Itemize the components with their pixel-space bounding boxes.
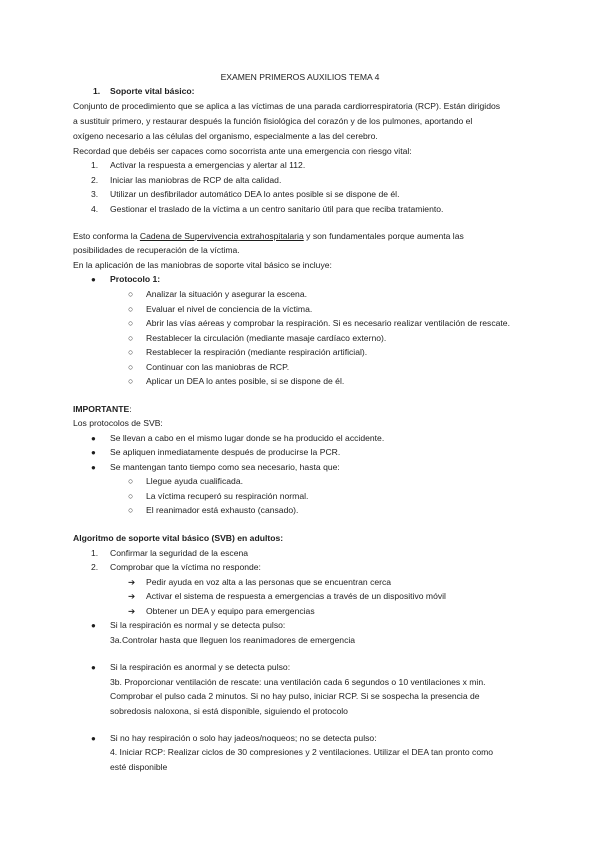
step-text: Utilizar un desfibrilador automático DEA lo antes posible si se dispone de él. [110,189,400,199]
condition-abnormal: Si la respiración es anormal y se detecta pulso: [110,662,291,672]
protocol-item: Evaluar el nivel de conciencia de la víctima. [146,304,313,314]
intro-line: Conjunto de procedimiento que se aplica a las víctimas de una parada cardiorrespiratoria (RCP). Están dirigidos [73,101,501,111]
circle-bullet-icon: ○ [128,318,134,328]
chain-paragraph [73,229,464,244]
condition-none-text: esté disponible [110,762,168,772]
circle-bullet-icon: ○ [128,491,134,501]
protocol-item: Aplicar un DEA lo antes posible, si se dispone de él. [146,376,345,386]
chain-text-pre: Esto conforma la [73,231,140,241]
algorithm-step-number: 2. [91,562,99,572]
circle-bullet-icon: ○ [128,289,134,299]
protocol-label: Protocolo 1: [110,274,161,284]
chain-link[interactable]: Cadena de Supervivencia extrahospitalaria [139,231,304,241]
intro-line: a sustituir primero, y restaurar después la función fisiológica del corazón y de los pulmones, aportando el [73,116,473,126]
step-text: Activar la respuesta a emergencias y alertar al 112. [110,160,306,170]
bullet-icon: ● [91,448,96,457]
bullet-icon: ● [91,663,96,672]
condition-none-text: 4. Iniciar RCP: Realizar ciclos de 30 compresiones y 2 ventilaciones. Utilizar el DEA tan pronto como [110,747,494,757]
important-subitem: Llegue ayuda cualificada. [146,476,243,486]
intro-line: Recordad que debéis ser capaces como socorrista ante una emergencia con riesgo vital: [73,146,412,156]
important-heading [73,402,132,417]
chain-text-post: y son fundamentales porque aumenta las [303,231,464,241]
section-heading: Soporte vital básico: [110,86,195,96]
bullet-icon: ● [91,434,96,443]
bullet-icon: ● [91,463,96,472]
bullet-icon: ● [91,621,96,630]
important-subitem: La víctima recuperó su respiración normal. [146,491,309,501]
important-colon: : [129,404,132,414]
chain-paragraph-line2: posibilidades de recuperación de la víctima. [73,245,240,255]
condition-abnormal-text: 3b. Proporcionar ventilación de rescate: una ventilación cada 6 segundos o 10 ventilaciones x min. [110,677,486,687]
protocol-item: Restablecer la respiración (mediante respiración artificial). [146,347,368,357]
arrow-item: Activar el sistema de respuesta a emergencias a través de un dispositivo móvil [146,591,446,601]
bullet-icon: ● [91,275,96,284]
algorithm-step-text: Confirmar la seguridad de la escena [110,548,249,558]
arrow-icon: ➔ [128,591,136,601]
circle-bullet-icon: ○ [128,304,134,314]
step-number: 3. [91,189,99,199]
important-item: Se apliquen inmediatamente después de producirse la PCR. [110,447,341,457]
important-item: Se mantengan tanto tiempo como sea necesario, hasta que: [110,462,340,472]
condition-none: Si no hay respiración o solo hay jadeos/noqueos; no se detecta pulso: [110,733,377,743]
circle-bullet-icon: ○ [128,505,134,515]
circle-bullet-icon: ○ [128,362,134,372]
important-lead: Los protocolos de SVB: [73,418,163,428]
protocol-item: Analizar la situación y asegurar la escena. [146,289,307,299]
condition-abnormal-text: sobredosis naloxona, si está disponible, siguiendo el protocolo [110,706,348,716]
algorithm-step-text: Comprobar que la víctima no responde: [110,562,261,572]
important-label: IMPORTANTE [73,404,130,414]
intro-line: oxígeno necesario a las células del organismo, especialmente a las del cerebro. [73,131,378,141]
arrow-icon: ➔ [128,606,136,616]
arrow-item: Pedir ayuda en voz alta a las personas que se encuentran cerca [146,577,392,587]
step-text: Gestionar el traslado de la víctima a un centro sanitario útil para que reciba tratamiento. [110,204,444,214]
protocol-item: Restablecer la circulación (mediante masaje cardíaco externo). [146,333,387,343]
circle-bullet-icon: ○ [128,333,134,343]
protocol-item: Continuar con las maniobras de RCP. [146,362,290,372]
condition-normal-text: 3a.Controlar hasta que lleguen los reanimadores de emergencia [110,635,356,645]
arrow-icon: ➔ [128,577,136,587]
step-text: Iniciar las maniobras de RCP de alta calidad. [110,175,282,185]
important-item: Se llevan a cabo en el mismo lugar donde se ha producido el accidente. [110,433,385,443]
step-number: 1. [91,160,99,170]
condition-abnormal-text: Comprobar el pulso cada 2 minutos. Si no hay pulso, iniciar RCP. Si se sospecha la presencia de [110,691,480,701]
section-number: 1. [93,86,101,96]
circle-bullet-icon: ○ [128,376,134,386]
includes-text: En la aplicación de las maniobras de soporte vital básico se incluye: [73,260,332,270]
condition-normal: Si la respiración es normal y se detecta pulso: [110,620,286,630]
bullet-icon: ● [91,734,96,743]
arrow-item: Obtener un DEA y equipo para emergencias [146,606,315,616]
algorithm-step-number: 1. [91,548,99,558]
important-subitem: El reanimador está exhausto (cansado). [146,505,299,515]
algorithm-heading: Algoritmo de soporte vital básico (SVB) en adultos: [73,533,284,543]
protocol-item: Abrir las vías aéreas y comprobar la respiración. Si es necesario realizar ventilación de rescate. [146,318,510,328]
step-number: 2. [91,175,99,185]
page-title: EXAMEN PRIMEROS AUXILIOS TEMA 4 [220,72,380,82]
circle-bullet-icon: ○ [128,347,134,357]
step-number: 4. [91,204,99,214]
circle-bullet-icon: ○ [128,476,134,486]
